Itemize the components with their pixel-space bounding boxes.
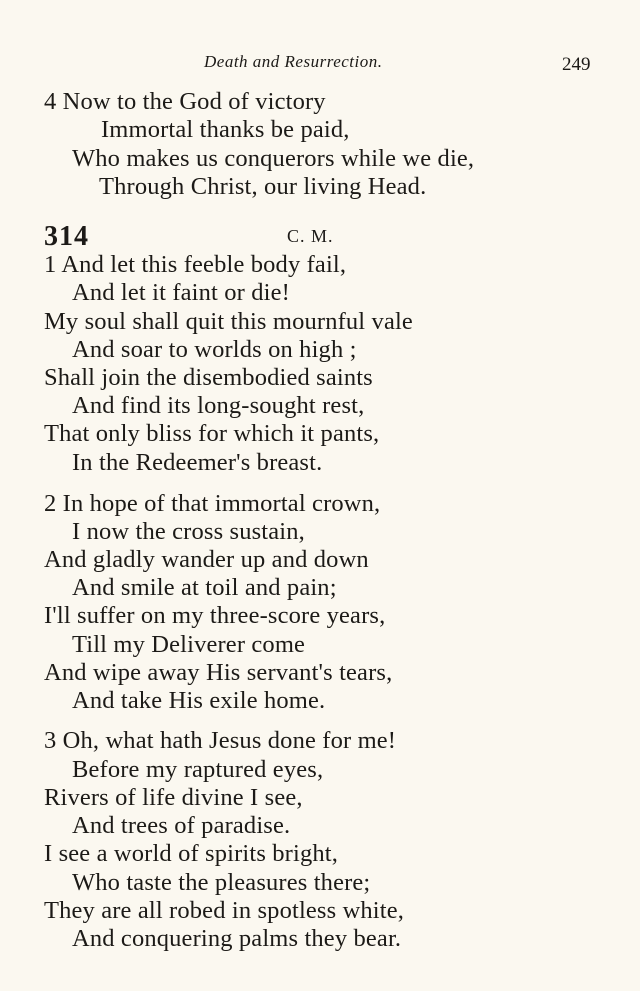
verse-line: And conquering palms they bear.: [72, 925, 402, 952]
verse-line: In the Redeemer's breast.: [72, 449, 323, 476]
verse-line: And let it faint or die!: [72, 279, 290, 306]
verse-line: 3 Oh, what hath Jesus done for me!: [44, 727, 397, 754]
verse-line: Who makes us conquerors while we die,: [72, 145, 475, 172]
verse-line: Rivers of life divine I see,: [44, 784, 303, 811]
verse-line: And trees of paradise.: [72, 812, 291, 839]
verse-line: And smile at toil and pain;: [72, 574, 337, 601]
verse-line: I now the cross sustain,: [72, 518, 305, 545]
verse-line: 2 In hope of that immortal crown,: [44, 490, 381, 517]
verse-line: And gladly wander up and down: [44, 546, 369, 573]
verse-line: And take His exile home.: [72, 687, 326, 714]
verse-line: 4 Now to the God of victory: [44, 88, 326, 115]
verse-line: That only bliss for which it pants,: [44, 420, 380, 447]
verse-line: Through Christ, our living Head.: [99, 173, 427, 200]
page-number: 249: [562, 54, 591, 75]
verse-line: Who taste the pleasures there;: [72, 869, 371, 896]
verse-line: They are all robed in spotless white,: [44, 897, 405, 924]
verse-line: And find its long-sought rest,: [72, 392, 365, 419]
verse-line: I see a world of spirits bright,: [44, 840, 338, 867]
verse-line: And wipe away His servant's tears,: [44, 659, 393, 686]
running-title: Death and Resurrection.: [204, 52, 383, 71]
verse-line: My soul shall quit this mournful vale: [44, 308, 413, 335]
hymn-meter: C. M.: [287, 226, 334, 246]
running-head: [0, 52, 640, 76]
verse-line: I'll suffer on my three-score years,: [44, 602, 386, 629]
verse-line: Before my raptured eyes,: [72, 756, 324, 783]
verse-line: Immortal thanks be paid,: [101, 116, 350, 143]
verse-line: Shall join the disembodied saints: [44, 364, 373, 391]
verse-line: 1 And let this feeble body fail,: [44, 251, 347, 278]
hymn-number: 314: [44, 221, 89, 252]
verse-line: And soar to worlds on high ;: [72, 336, 357, 363]
verse-line: Till my Deliverer come: [72, 631, 306, 658]
